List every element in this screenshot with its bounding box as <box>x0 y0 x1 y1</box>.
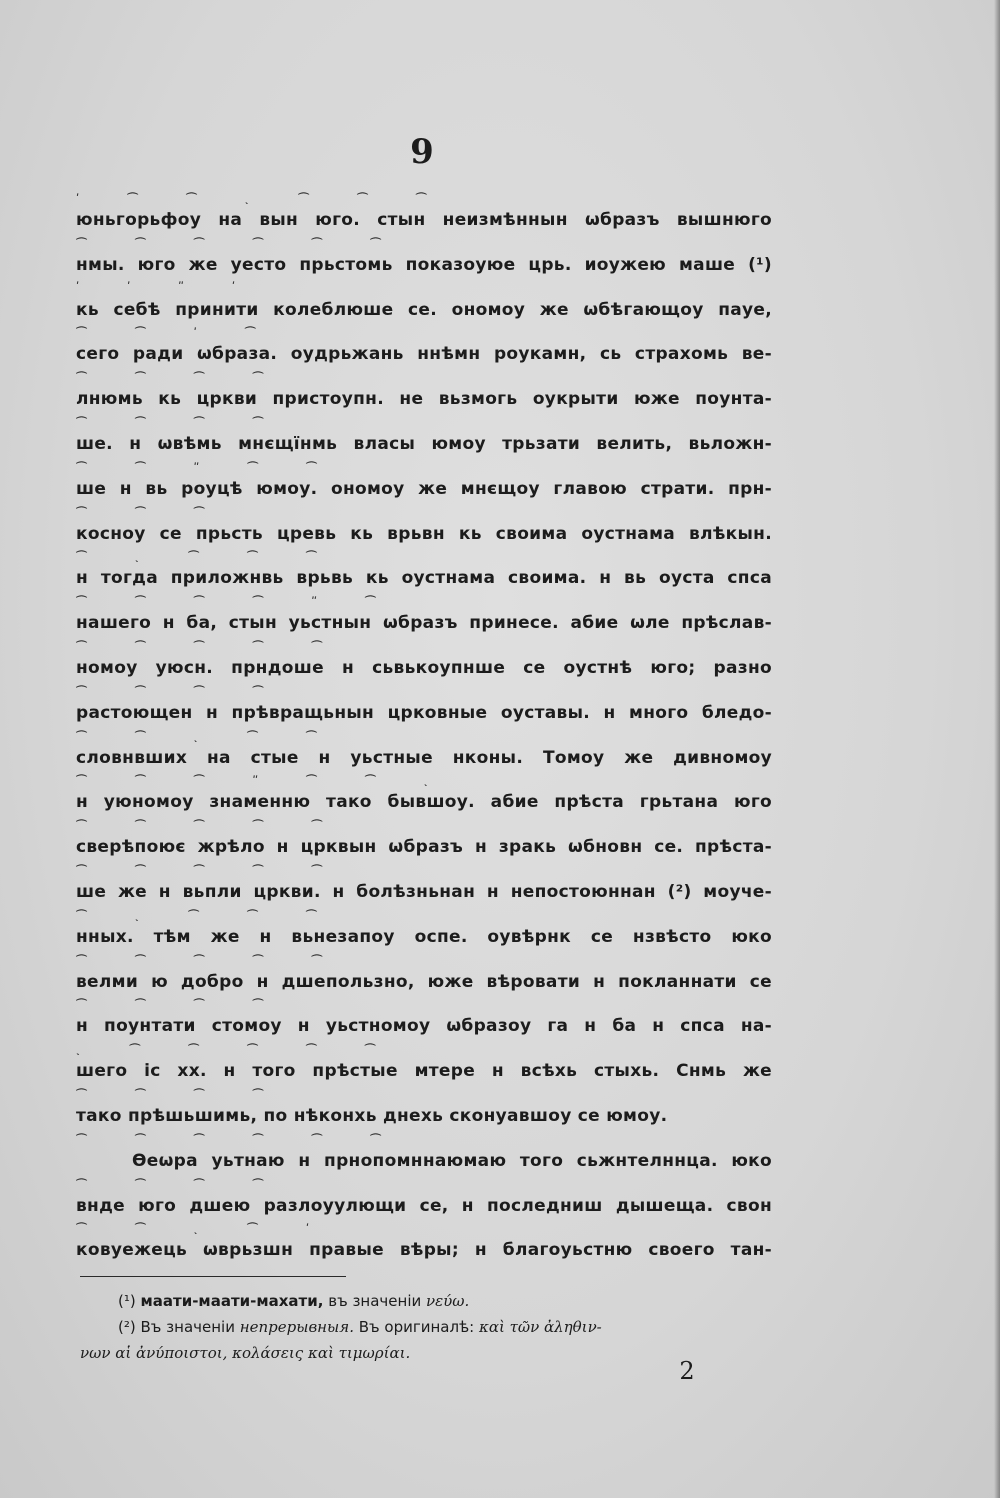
text-line-content: внде юго дшею разлоуулющи се, н последниш дышеща. свон <box>76 1195 772 1216</box>
text-line-content: н уюномоу знаменню тако бывшоу. абие прѣста грьтана юго <box>76 792 772 813</box>
diacritics-line: ˎ ⌒ ⌒ ⌒ ⌒ ⌒ <box>76 1043 398 1056</box>
diacritics-line: ⌒ ⌒ ˎ ⌒ ⌒ <box>76 729 339 742</box>
footnote-2-text2: Въ оригиналѣ: <box>358 1318 475 1336</box>
footnote-1-term: маати-маати-махати, <box>140 1292 324 1310</box>
text-line-content: ше н вь роуцѣ юмоу. ономоу же мнєщоу главою страти. прн- <box>76 478 772 499</box>
diacritics-line: ʹ ʹ ʺ ʹ <box>76 279 258 293</box>
text-line-content: кь себѣ принити колеблюше се. ономоу же ѡбѣгающоу пауе, <box>76 299 772 320</box>
diacritics-line: ⌒ ⌒ ⌒ <box>76 505 227 518</box>
text-line-content: номоу уюсн. прндоше н сьвькоупнше се оустнѣ юго; разно <box>76 657 772 678</box>
footnote-1-mark: (¹) <box>118 1292 136 1310</box>
diacritics-line: ⌒ ˎ ⌒ ⌒ ⌒ <box>76 550 339 563</box>
diacritics-line: ⌒ ⌒ ⌒ ⌒ ⌒ <box>76 863 345 876</box>
text-line-content: шего іс хх. н того прѣстые мтере н всѣхь стыхь. Снмь же <box>76 1061 772 1082</box>
text-line-content: словнвших на стые н уьстные нконы. Томоу же дивномоу <box>76 747 772 768</box>
diacritics-line: ⌒ ⌒ ⌒ ⌒ <box>76 371 286 384</box>
diacritics-line: ⌒ ⌒ ⌒ ⌒ <box>76 415 286 428</box>
diacritics-line: ⌒ ⌒ ⌒ ⌒ ʺ ⌒ <box>76 595 398 608</box>
footnote-2-continuation: νων αἱ ἀνύποιστοι, κολάσεις καὶ τιμωρίαι. <box>80 1344 411 1362</box>
diacritics-line: ⌒ ⌒ ⌒ ⌒ <box>76 998 286 1011</box>
text-line-content: ше. н ѡвѣмь мнєщїнмь власы юмоу трьзати велить, вьложн- <box>76 433 772 454</box>
footnote-2-greek: καὶ τῶν ἀληθιν- <box>479 1318 602 1336</box>
diacritics-line: ⌒ ⌒ ⌒ ⌒ ⌒ <box>76 819 345 832</box>
footnote-1-greek: νεύω. <box>426 1292 470 1310</box>
diacritics-line: ⌒ ⌒ ⌒ ʺ ⌒ ⌒ ˎ <box>76 774 452 787</box>
footnote-2-mark: (²) <box>118 1318 136 1336</box>
diacritics-line: ⌒ ⌒ ⌒ ⌒ <box>76 1087 286 1100</box>
page-edge-shadow <box>994 0 1000 1498</box>
diacritics-line: ⌒ ⌒ ⌒ ⌒ ⌒ <box>76 953 345 966</box>
diacritics-line: ⌒ ⌒ ⌒ ⌒ <box>76 1177 286 1190</box>
main-text-block <box>76 192 772 1273</box>
text-line-content: косноу се прьсть цревь кь врьвн кь своима оустнама влѣкын. <box>76 523 772 544</box>
diacritics-line: ⌒ ⌒ ⌒ ⌒ ⌒ ⌒ <box>76 1132 404 1145</box>
text-line-content: сего ради ѡбраза. оудрьжань ннѣмн роукамн, сь страхомь ве- <box>76 344 772 365</box>
footnote-2 <box>80 1314 776 1340</box>
page-number: 9 <box>410 132 434 172</box>
text-line-content: юньгорьфоу на вын юго. стын неизмѣннын ѡбразъ вышнюго <box>76 210 772 230</box>
text-line-content: нмы. юго же уесто прьстомь показоуюе црь. иоужею маше (¹) <box>76 254 772 275</box>
diacritics-line: ⌒ ⌒ ˎ ⌒ ʹ <box>76 1222 332 1235</box>
text-line-content: сверѣпоює жрѣло н црквын ѡбразъ н зракь ѡбновн се. прѣста- <box>76 837 772 858</box>
diacritics-line: ⌒ ˎ ⌒ ⌒ ⌒ <box>76 908 339 921</box>
text-line-content: н тогда приложнвь врьвь кь оустнама своима. н вь оуста спса <box>76 568 772 589</box>
diacritics-line: ⌒ ⌒ ⌒ ⌒ <box>76 684 286 697</box>
text-line-content: ше же н вьпли цркви. н болѣзньнан н непостоюннан (²) моуче- <box>76 881 772 902</box>
text-line-content: растоющен н прѣвращьнын црковные оуставы. н много бледо- <box>76 702 772 723</box>
text-line <box>76 1222 772 1273</box>
text-line-content: н поунтати стомоу н уьстномоу ѡбразоу га н ба н спса на- <box>76 1016 772 1037</box>
footnote-1 <box>80 1288 776 1314</box>
text-line-content: тако прѣшьшимь, по нѣконхь днехь сконуавшоу се юмоу. <box>76 1105 668 1126</box>
diacritics-line: ⌒ ⌒ ⌒ ⌒ ⌒ <box>76 639 345 652</box>
diacritics-line: ʹ ⌒ ⌒ ˎ ⌒ ⌒ ⌒ <box>76 192 449 204</box>
signature-mark: 2 <box>679 1357 695 1385</box>
text-line-content: ковуежець ѡврьзшн правые вѣры; н благоуьстню своего тан- <box>76 1240 772 1261</box>
diacritics-line: ⌒ ⌒ ⌒ ⌒ ⌒ ⌒ <box>76 236 404 249</box>
text-line-content: велми ю добро н дшепользно, юже вѣровати н покланнати се <box>76 971 772 992</box>
footnote-2-italic: непрерывныя. <box>239 1318 354 1336</box>
footnote-2-text: Въ значенiи <box>140 1318 235 1336</box>
text-line-content: нных. тѣм же н вьнезапоу оспе. оувѣрнк се нзвѣсто юко <box>76 926 772 947</box>
footnotes <box>80 1288 776 1366</box>
diacritics-line: ⌒ ⌒ ʺ ⌒ ⌒ <box>76 460 340 473</box>
diacritics-line: ⌒ ⌒ ʹ ⌒ <box>76 326 278 339</box>
text-line-content: лнюмь кь цркви пристоупн. не вьзмогь оукрыти юже поунта- <box>76 389 772 410</box>
text-line-content: Ѳеѡра уьтнаю н прнопомннаюмаю того сьжнтелннца. юко <box>132 1150 772 1171</box>
footnote-1-text: въ значенiи <box>328 1292 422 1310</box>
footnote-separator-rule <box>80 1276 346 1277</box>
text-line-content: нашего н ба, стын уьстнын ѡбразъ принесе. абие ѡле прѣслав- <box>76 613 772 634</box>
